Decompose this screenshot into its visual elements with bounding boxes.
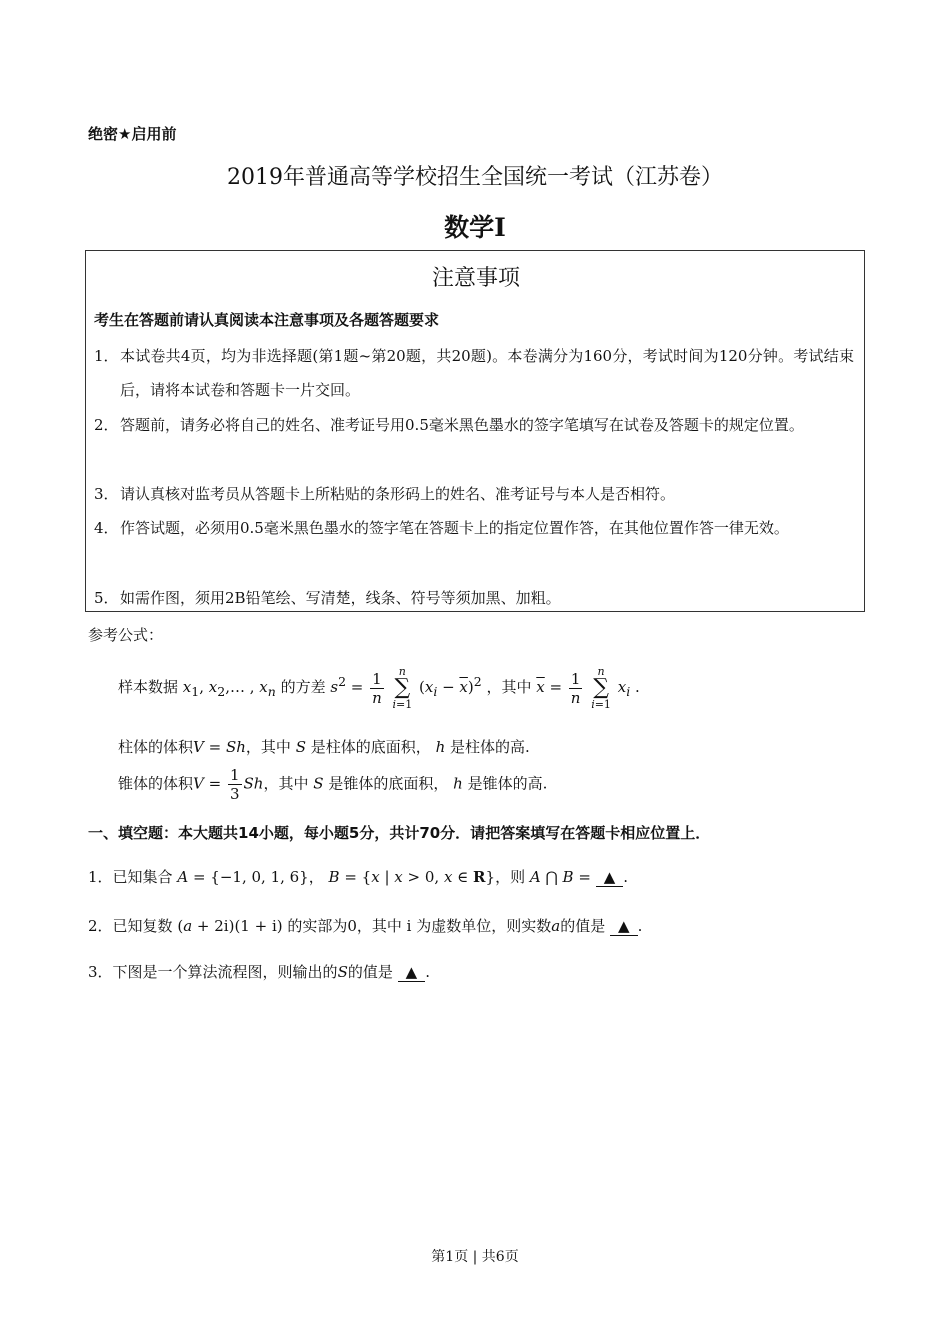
section-heading: 一、填空题：本大题共14小题，每小题5分，共计70分．请把答案填写在答题卡相应位置上． — [88, 824, 711, 842]
item-text: 答题前，请务必将自己的姓名、准考证号用0.5毫米黑色墨水的签字笔填写在试卷及答题卡的规定位置。 — [120, 416, 804, 434]
question-text: 的值是 — [347, 963, 393, 981]
question-text: ， — [308, 868, 324, 886]
question-number: 1． — [88, 868, 113, 886]
formula-text: 的方差 — [280, 678, 326, 696]
answer-blank[interactable]: ▲ — [610, 917, 638, 936]
question-text: . — [637, 917, 643, 935]
question-text: 已知复数 — [112, 917, 173, 935]
item-text: 本试卷共4页，均为非选择题(第1题~第20题，共20题)。本卷满分为160分，考试时间为120分钟。考试结束后，请将本试卷和答题卡一片交回。 — [120, 347, 854, 399]
question-text: . — [425, 963, 430, 981]
formula-text: 是柱体的底面积， — [310, 738, 431, 756]
formula-text: 柱体的体积 — [118, 738, 194, 756]
formula-text: 是锥体的底面积， — [328, 774, 449, 793]
question-text: 的实部为0，其中 — [287, 917, 402, 935]
reference-label: 参考公式： — [88, 626, 164, 644]
formula-text: 是锥体的高. — [467, 774, 548, 793]
notice-intro: 考生在答题前请认真阅读本注意事项及各题答题要求 — [94, 311, 440, 329]
item-text: 作答试题，必须用0.5毫米黑色墨水的签字笔在答题卡上的指定位置作答，在其他位置作答一律无效。 — [120, 519, 789, 537]
question-text: 已知集合 — [112, 868, 173, 886]
question-3: 3．下图是一个算法流程图，则输出的S的值是 ▲ . — [88, 963, 430, 981]
item-number: 5． — [94, 589, 119, 607]
formula-text: 锥体的体积 — [118, 774, 194, 793]
question-number: 3． — [88, 963, 113, 981]
notice-item — [94, 581, 854, 615]
item-number: 3． — [94, 485, 119, 503]
formula-text: 样本数据 — [118, 678, 179, 696]
item-text: 请认真核对监考员从答题卡上所粘贴的条形码上的姓名、准考证号与本人是否相符。 — [120, 485, 676, 503]
question-1: 1．已知集合 A = {−1, 0, 1, 6}， B = {x | x > 0, x ∈ R}，则 A ⋂ B = ▲ . — [88, 868, 629, 886]
formula-text: ，其中 — [245, 738, 291, 756]
notice-box — [85, 250, 865, 612]
notice-item — [94, 339, 854, 407]
subject-title: 数学Ⅰ — [444, 213, 506, 242]
question-2: 2．已知复数 (a + 2i)(1 + i) 的实部为0，其中 i 为虚数单位，则实数a的值是 ▲ . — [88, 917, 643, 935]
notice-item — [94, 408, 854, 442]
confidential-label: 绝密★启用前 — [88, 125, 177, 143]
formula-text: 是柱体的高. — [450, 738, 530, 756]
question-text: 下图是一个算法流程图，则输出的 — [112, 963, 338, 981]
formula-text: ，其中 — [263, 774, 309, 793]
question-text: ，则 — [495, 868, 526, 886]
exam-title: 2019年普通高等学校招生全国统一考试（江苏卷） — [227, 165, 723, 190]
notice-item — [94, 477, 854, 511]
item-number: 2． — [94, 416, 119, 434]
answer-blank[interactable]: ▲ — [398, 963, 426, 982]
item-text: 如需作图，须用2B铅笔绘、写清楚，线条、符号等须加黑、加粗。 — [120, 589, 561, 607]
question-text: 为虚数单位，则实数 — [416, 917, 552, 935]
notice-title: 注意事项 — [431, 266, 520, 291]
question-text: 的值是 — [560, 917, 606, 935]
question-number: 2． — [88, 917, 113, 935]
answer-blank[interactable]: ▲ — [596, 868, 624, 887]
question-text: . — [623, 868, 629, 886]
cylinder-formula: 柱体的体积V = Sh，其中 S 是柱体的底面积， h 是柱体的高. — [118, 738, 530, 756]
item-number: 1． — [94, 347, 119, 365]
variance-formula: 样本数据 $x_1$, $x_2,\dots$ , $x_n$ 的方差 $s^2$ = $\frac{1}{n}$ n ∑ i=1 $(x_i - \overline{x})^2$ ，其中 $\overline{x}$ = $\frac{1}{n}$ n ∑ i=1 $x_i$ . — [118, 665, 640, 711]
notice-item — [94, 511, 854, 545]
item-number: 4． — [94, 519, 119, 537]
page-footer: 第1页 | 共6页 — [431, 1249, 519, 1265]
cone-formula: 锥体的体积V = $\frac{1}{3}$ Sh，其中 S 是锥体的底面积， h 是锥体的高. — [118, 766, 548, 803]
formula-text: ，其中 — [486, 678, 532, 696]
